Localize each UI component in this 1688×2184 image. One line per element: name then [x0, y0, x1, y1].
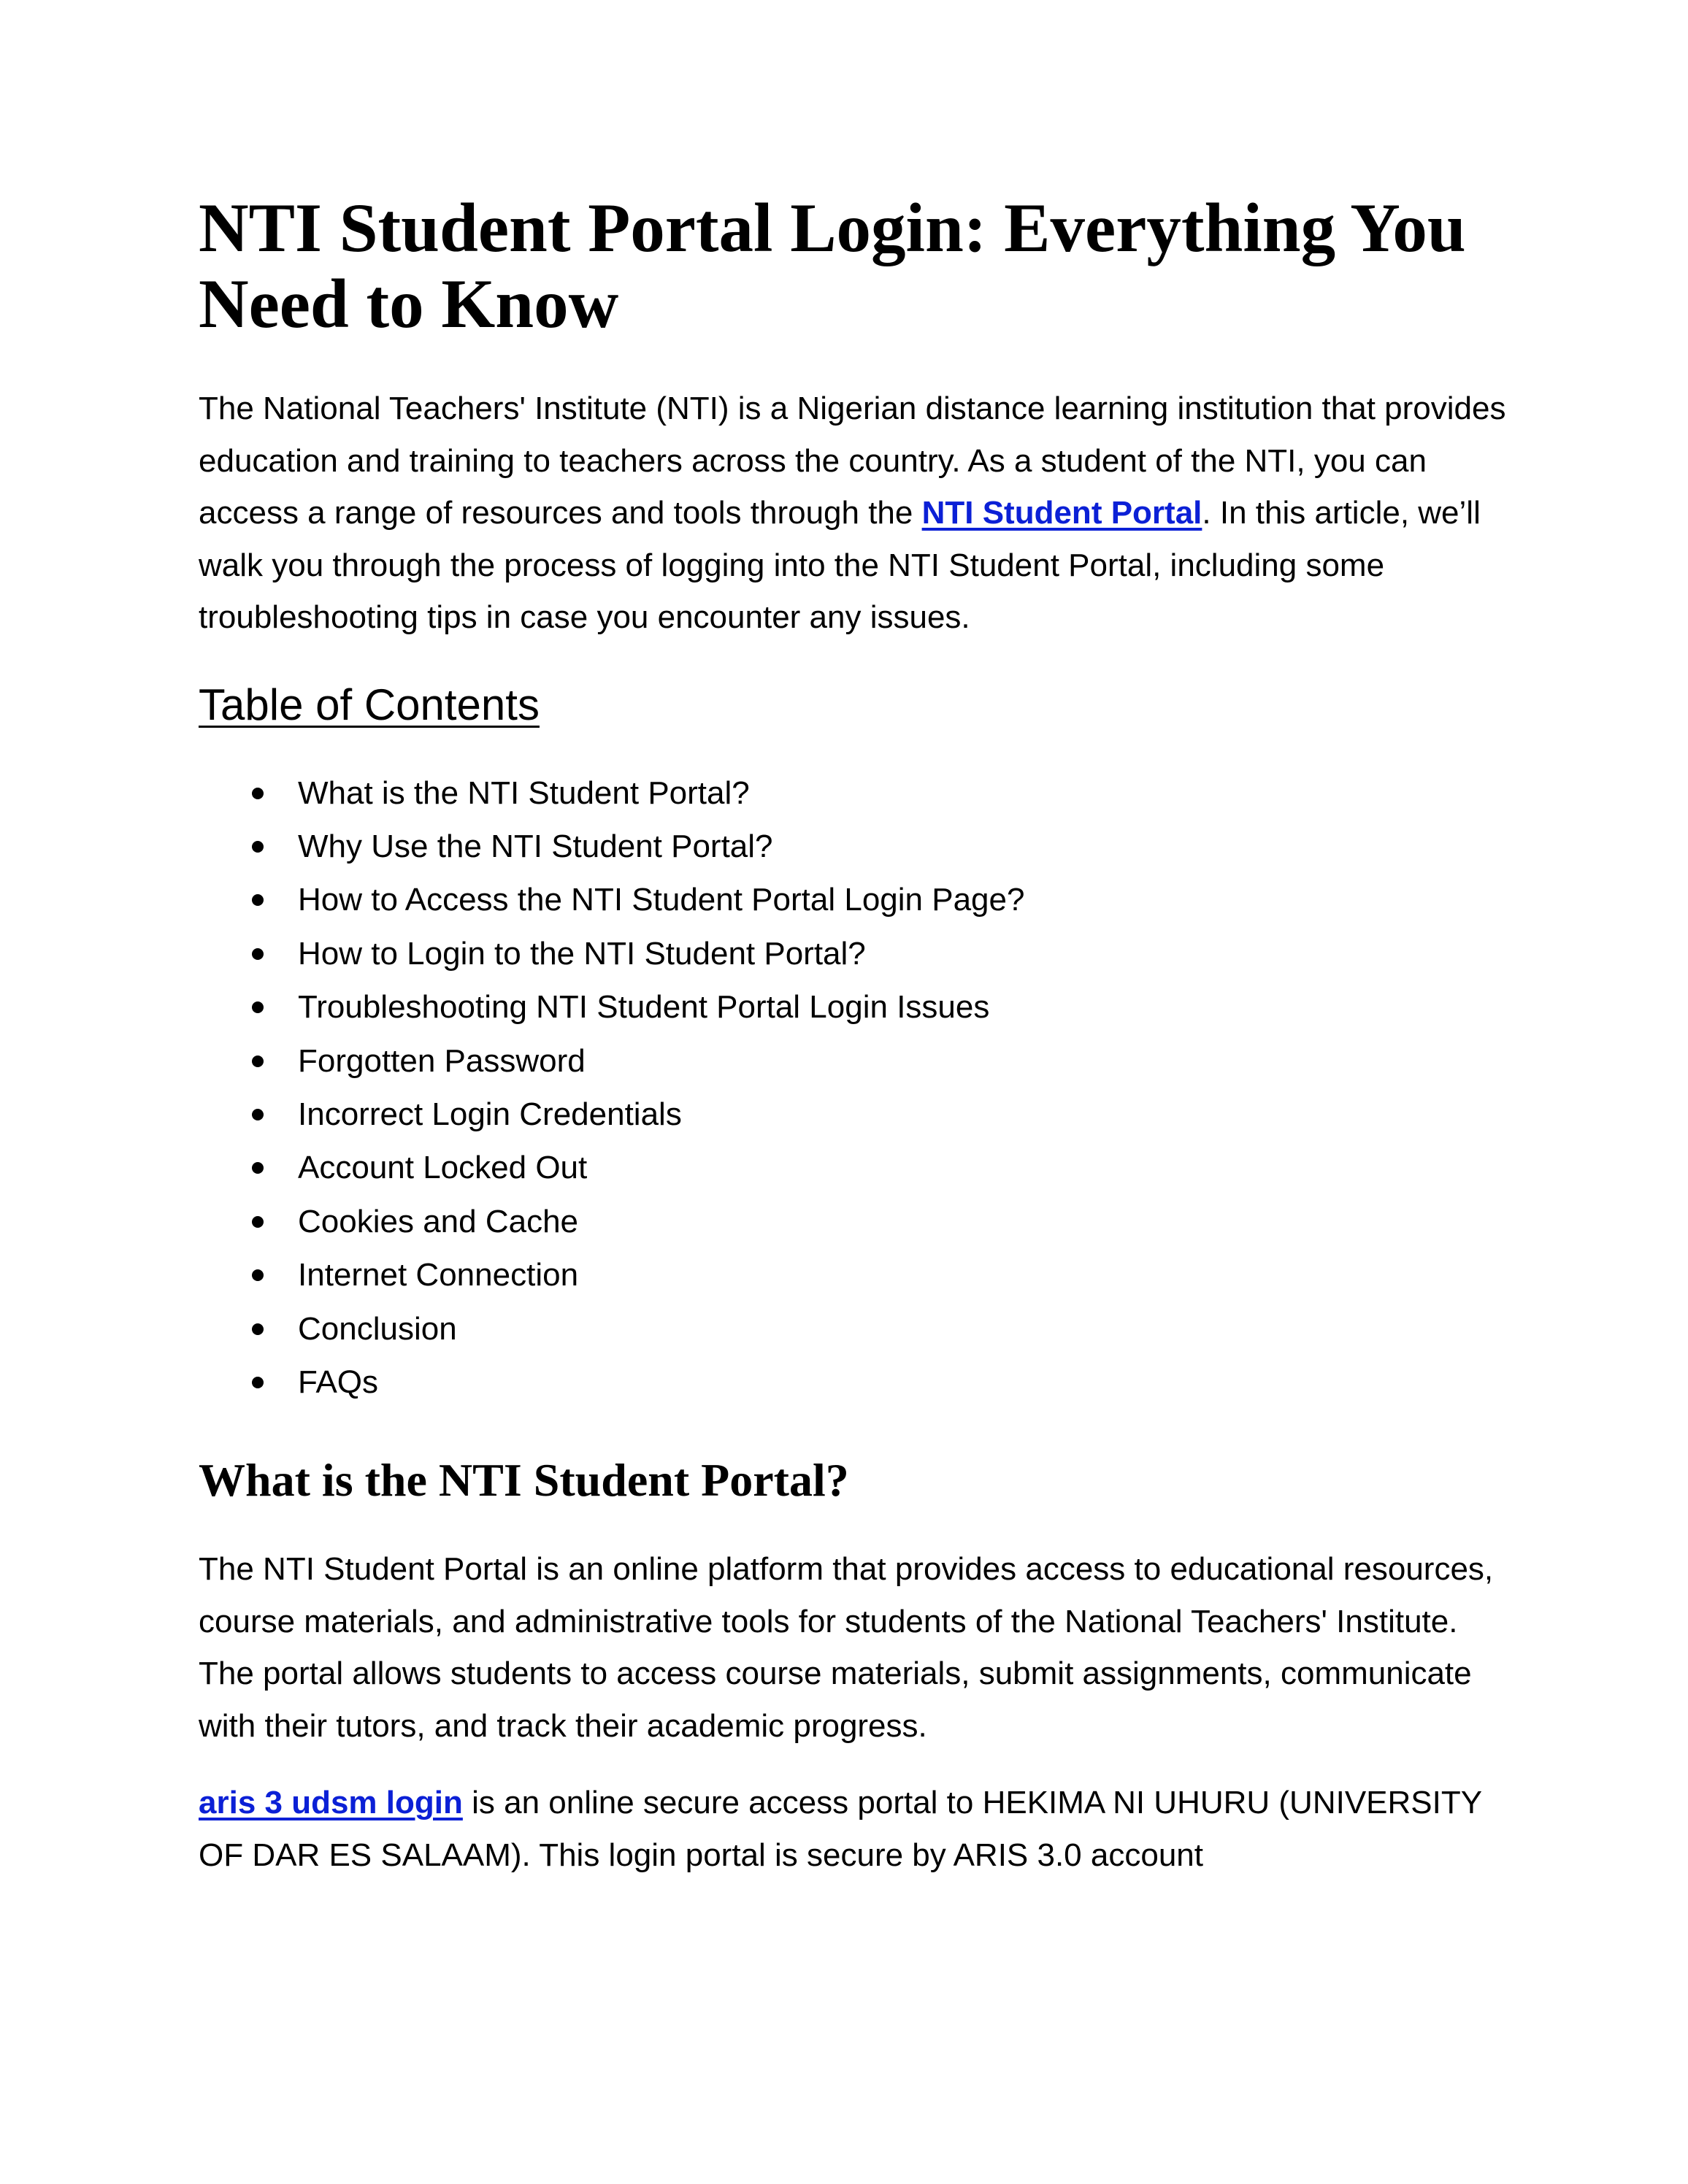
nti-student-portal-link[interactable]: NTI Student Portal: [921, 495, 1202, 531]
toc-item-label: Cookies and Cache: [298, 1203, 579, 1239]
intro-text-before-link: The National Teachers' Institute (NTI) is a Nigerian distance learning institution that provides education and training to teachers across the country. As a student of the NTI, you can access a range of resources and tools through the: [199, 391, 1506, 531]
toc-item: [199, 1088, 1513, 1141]
toc-item: [199, 1034, 1513, 1088]
bullet-icon: [252, 1109, 264, 1120]
bullet-icon: [252, 1162, 264, 1174]
toc-item-label: Internet Connection: [298, 1257, 579, 1293]
toc-item: [199, 766, 1513, 820]
intro-paragraph: [199, 382, 1513, 644]
toc-item: [199, 1356, 1513, 1409]
intro-text-after-link: . In this article, we’ll walk you through the process of logging into the NTI Student Portal, including some troubleshooting tips in case you encounter any issues.: [199, 495, 1481, 635]
toc-item-label: FAQs: [298, 1364, 379, 1400]
aris-text-after-link: is an online secure access portal to HEKIMA NI UHURU (UNIVERSITY OF DAR ES SALAAM). This login portal is secure by ARIS 3.0 account: [199, 1785, 1482, 1873]
toc-item: [199, 873, 1513, 926]
toc-item-label: Troubleshooting NTI Student Portal Login Issues: [298, 989, 990, 1026]
toc-item-label: Why Use the NTI Student Portal?: [298, 828, 773, 864]
section-paragraph: The NTI Student Portal is an online platform that provides access to educational resources, course materials, and administrative tools for students of the National Teachers' Institute. The portal allows students to access course materials, submit assignments, communicate with their tutors, and track their academic progress.: [199, 1551, 1494, 1744]
bullet-icon: [252, 894, 264, 906]
bullet-icon: [252, 1323, 264, 1335]
toc-item: [199, 1195, 1513, 1248]
toc-item: [199, 980, 1513, 1034]
toc-item: [199, 1302, 1513, 1356]
section-heading-what-is-portal: What is the NTI Student Portal?: [199, 1454, 849, 1507]
toc-heading: Table of Contents: [199, 680, 540, 729]
bullet-icon: [252, 1056, 264, 1067]
bullet-icon: [252, 1377, 264, 1388]
toc-item-label: Account Locked Out: [298, 1150, 588, 1186]
toc-item-label: How to Login to the NTI Student Portal?: [298, 935, 866, 972]
toc-list: [199, 766, 1513, 1410]
page-title: NTI Student Portal Login: Everything You Need to Know: [199, 189, 1466, 342]
toc-item: [199, 1248, 1513, 1301]
bullet-icon: [252, 948, 264, 960]
toc-item: [199, 820, 1513, 873]
article-content: [199, 190, 1513, 1881]
bullet-icon: [252, 788, 264, 799]
toc-item-label: Incorrect Login Credentials: [298, 1096, 682, 1132]
toc-item-label: How to Access the NTI Student Portal Login Page?: [298, 882, 1025, 918]
aris-udsm-login-link[interactable]: aris 3 udsm login: [199, 1785, 463, 1821]
bullet-icon: [252, 1269, 264, 1281]
toc-item-label: What is the NTI Student Portal?: [298, 774, 750, 811]
bullet-icon: [252, 1001, 264, 1013]
toc-item: [199, 1141, 1513, 1194]
toc-item-label: Forgotten Password: [298, 1042, 586, 1079]
toc-item: [199, 927, 1513, 980]
bullet-icon: [252, 1216, 264, 1228]
aris-paragraph: [199, 1777, 1513, 1881]
toc-item-label: Conclusion: [298, 1310, 457, 1347]
bullet-icon: [252, 841, 264, 853]
